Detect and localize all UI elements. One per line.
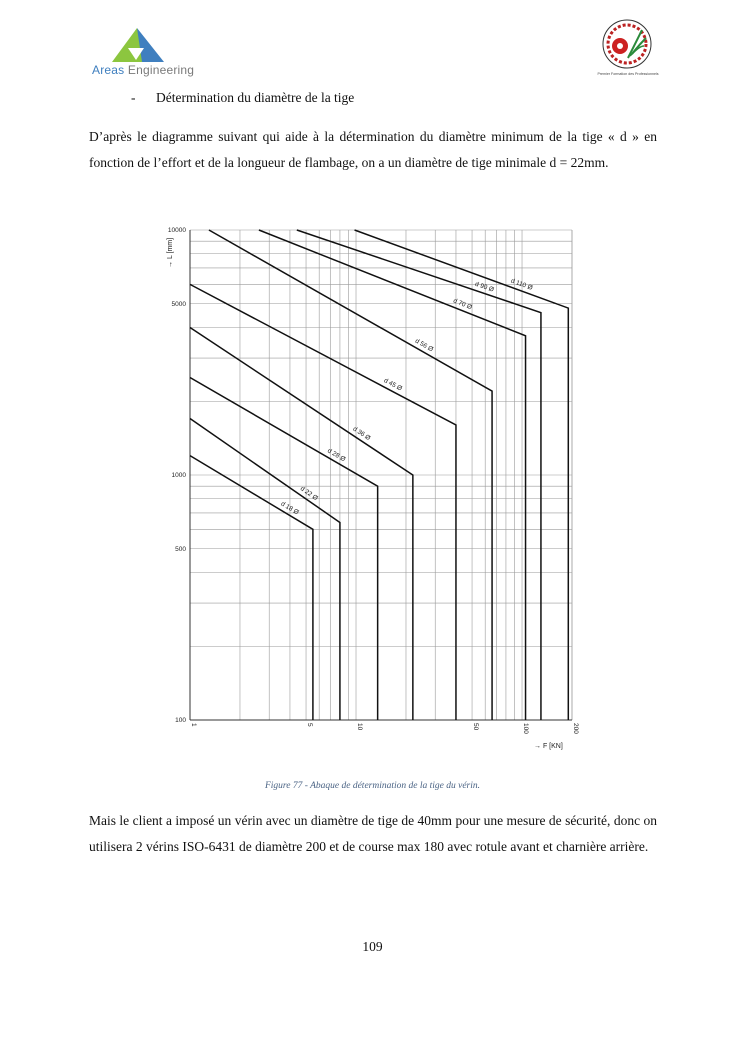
x-tick-label: 1 <box>190 723 197 727</box>
series-label: d 56 Ø <box>413 337 435 354</box>
abaque-chart <box>160 222 585 757</box>
series-label: d 28 Ø <box>326 447 347 464</box>
series-line-d22 <box>190 419 340 720</box>
figure-caption: Figure 77 - Abaque de détermination de la tige du vérin. <box>264 781 481 791</box>
series-label: d 22 Ø <box>298 485 319 503</box>
y-tick-label: 100 <box>175 717 186 724</box>
page-number: 109 <box>362 939 383 954</box>
y-tick-label: 1000 <box>171 472 186 479</box>
section-title: Détermination du diamètre de la tige <box>156 90 355 105</box>
series-label: d 70 Ø <box>452 297 473 312</box>
series-line-d18 <box>190 456 313 720</box>
section-bullet: - <box>131 90 136 105</box>
seal-caption: Premier Formation des Professionnels <box>597 72 659 76</box>
paragraph-intro: D’après le diagramme suivant qui aide à la détermination du diamètre minimum de la tige « d » en fonction de l’effort et de la longueur de flambage, on a un diamètre de tige minimale d = 22mm. <box>89 129 657 170</box>
x-tick-label: 200 <box>572 723 579 734</box>
x-tick-label: 50 <box>472 723 480 731</box>
x-tick-label: 100 <box>522 723 530 734</box>
series-label: d 18 Ø <box>279 500 300 517</box>
y-tick-label: 500 <box>175 545 186 553</box>
y-tick-label: 10000 <box>167 227 186 234</box>
x-tick-label: 5 <box>306 723 314 727</box>
triangle-logo-icon <box>112 28 164 62</box>
series-label: d 36 Ø <box>351 425 372 443</box>
series-label: d 110 Ø <box>509 277 534 292</box>
y-tick-label: 5000 <box>171 300 186 308</box>
paragraph-conclusion: Mais le client a imposé un vérin avec un diamètre de tige de 40mm pour une mesure de sécurité, donc on utilisera 2 vérins ISO-6431 de diamètre 200 et de course max 180 avec rotule avant et charnière arrière. <box>89 813 657 854</box>
series-label: d 90 Ø <box>473 280 495 294</box>
x-tick-label: 10 <box>356 723 364 731</box>
series-line-d36 <box>190 327 413 720</box>
series-label: d 45 Ø <box>382 377 404 393</box>
brand-name: Areas Engineering <box>92 63 195 77</box>
x-axis-label: → F [KN] <box>534 743 563 750</box>
y-axis-label: → L [mm] <box>167 237 174 268</box>
series-line-d45 <box>190 284 456 720</box>
